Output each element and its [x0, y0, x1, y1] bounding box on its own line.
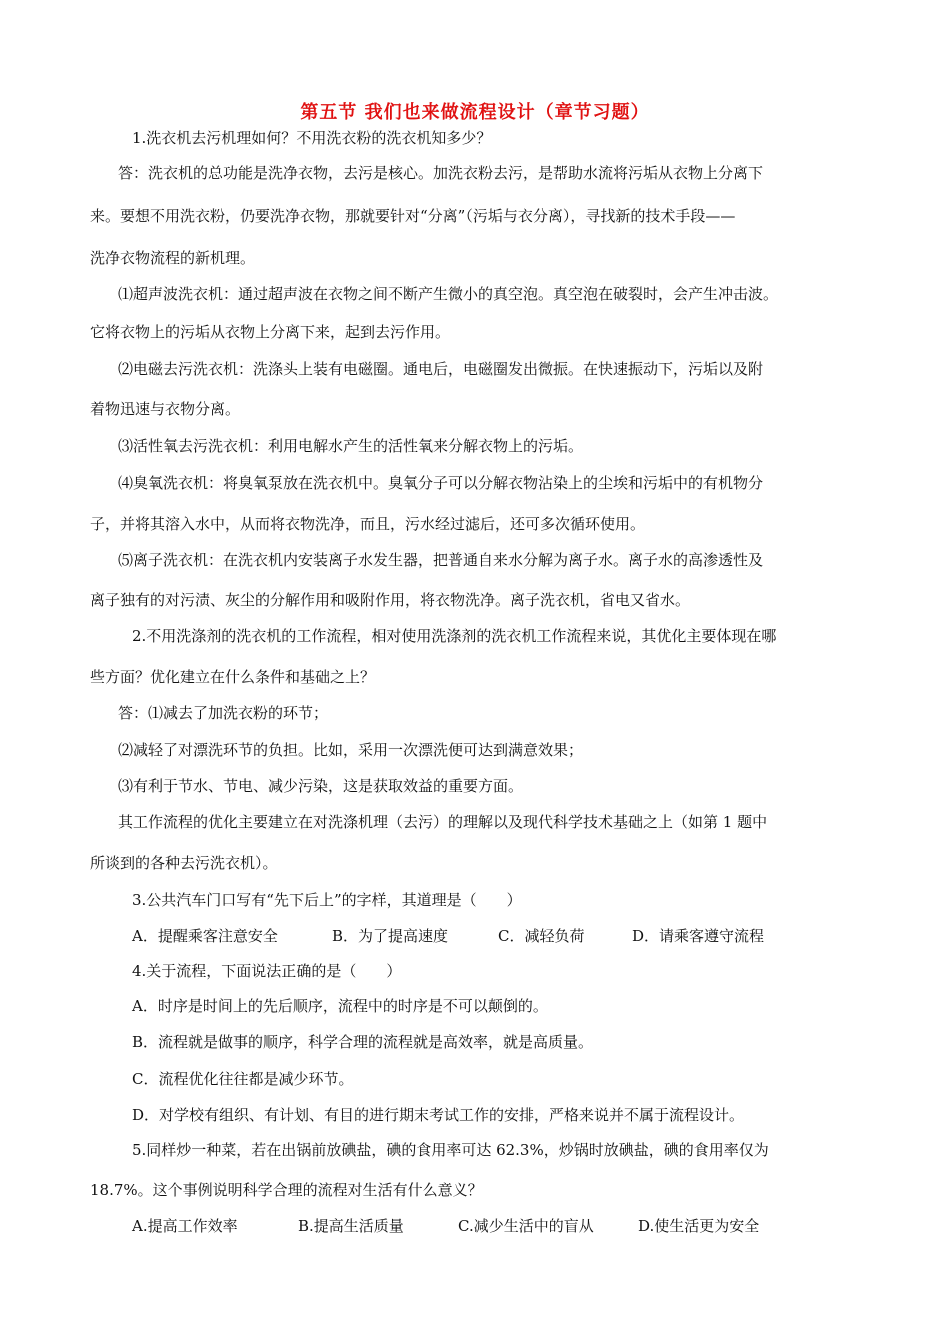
q1-answer-line: 来。要想不用洗衣粉，仍要洗净衣物，那就要针对“分离”（污垢与衣分离），寻找新的技术手段——	[90, 207, 736, 225]
q1-item-1-cont: 它将衣物上的污垢从衣物上分离下来，起到去污作用。	[90, 323, 451, 341]
q2-answer-2: ⑵减轻了对漂洗环节的负担。比如，采用一次漂洗便可达到满意效果；	[118, 741, 584, 759]
q1-item-3: ⑶活性氧去污洗衣机：利用电解水产生的活性氧来分解衣物上的污垢。	[118, 437, 584, 455]
q1-answer-line: 答：洗衣机的总功能是洗净衣物，去污是核心。加洗衣粉去污，是帮助水流将污垢从衣物上分离下	[118, 164, 764, 182]
q4-option-d: D．对学校有组织、有计划、有目的进行期末考试工作的安排，严格来说并不属于流程设计。	[132, 1106, 745, 1124]
q5-question: 5.同样炒一种菜，若在出锅前放碘盐，碘的食用率可达 62.3%，炒锅时放碘盐，碘的食用率仅为	[132, 1141, 769, 1159]
q5-option-d: D.使生活更为安全	[638, 1217, 760, 1235]
q2-question-cont: 些方面？优化建立在什么条件和基础之上？	[90, 668, 376, 686]
q4-question: 4.关于流程，下面说法正确的是（ ）	[132, 962, 402, 980]
q2-summary: 其工作流程的优化主要建立在对洗涤机理（去污）的理解以及现代科学技术基础之上（如第 1 题中	[118, 813, 768, 831]
q2-summary-cont: 所谈到的各种去污洗衣机）。	[90, 854, 278, 872]
q3-options	[132, 926, 764, 946]
page-title: 第五节 我们也来做流程设计（章节习题）	[300, 102, 650, 123]
q1-item-2-cont: 着物迅速与衣物分离。	[90, 400, 241, 418]
q5-options	[132, 1216, 759, 1236]
q4-option-b: B．流程就是做事的顺序，科学合理的流程就是高效率，就是高质量。	[132, 1033, 594, 1051]
q1-item-4-cont: 子，并将其溶入水中，从而将衣物洗净，而且，污水经过滤后，还可多次循环使用。	[90, 515, 646, 533]
q3-question: 3.公共汽车门口写有“先下后上”的字样，其道理是（ ）	[132, 891, 522, 909]
q3-option-c: C．减轻负荷	[498, 927, 585, 945]
q1-item-1: ⑴超声波洗衣机：通过超声波在衣物之间不断产生微小的真空泡。真空泡在破裂时，会产生冲击波。	[118, 285, 779, 303]
q3-option-b: B．为了提高速度	[332, 927, 449, 945]
q3-option-a: A．提醒乘客注意安全	[132, 927, 278, 945]
q1-question: 1.洗衣机去污机理如何？不用洗衣粉的洗衣机知多少？	[132, 129, 492, 147]
q5-option-a: A.提高工作效率	[132, 1217, 238, 1235]
q5-question-cont: 18.7%。这个事例说明科学合理的流程对生活有什么意义？	[90, 1181, 483, 1199]
q1-item-5-cont: 离子独有的对污渍、灰尘的分解作用和吸附作用，将衣物洗净。离子洗衣机，省电又省水。	[90, 591, 691, 609]
q2-answer-1: 答：⑴减去了加洗衣粉的环节；	[118, 704, 329, 722]
q1-answer-line: 洗净衣物流程的新机理。	[90, 249, 256, 267]
q2-answer-3: ⑶有利于节水、节电、减少污染，这是获取效益的重要方面。	[118, 777, 524, 795]
q2-question: 2.不用洗涤剂的洗衣机的工作流程，相对使用洗涤剂的洗衣机工作流程来说，其优化主要体现在哪	[132, 627, 777, 645]
q5-option-b: B.提高生活质量	[298, 1217, 404, 1235]
q4-option-a: A．时序是时间上的先后顺序，流程中的时序是不可以颠倒的。	[132, 997, 548, 1015]
q4-option-c: C．流程优化往往都是减少环节。	[132, 1070, 354, 1088]
q1-item-4: ⑷臭氧洗衣机：将臭氧泵放在洗衣机中。臭氧分子可以分解衣物沾染上的尘埃和污垢中的有机物分	[118, 474, 764, 492]
q3-option-d: D．请乘客遵守流程	[632, 927, 765, 945]
q1-item-5: ⑸离子洗衣机：在洗衣机内安装离子水发生器，把普通自来水分解为离子水。离子水的高渗透性及	[118, 551, 764, 569]
q5-option-c: C.减少生活中的盲从	[458, 1217, 594, 1235]
q1-item-2: ⑵电磁去污洗衣机：洗涤头上装有电磁圈。通电后，电磁圈发出微振。在快速振动下，污垢以及附	[118, 360, 764, 378]
